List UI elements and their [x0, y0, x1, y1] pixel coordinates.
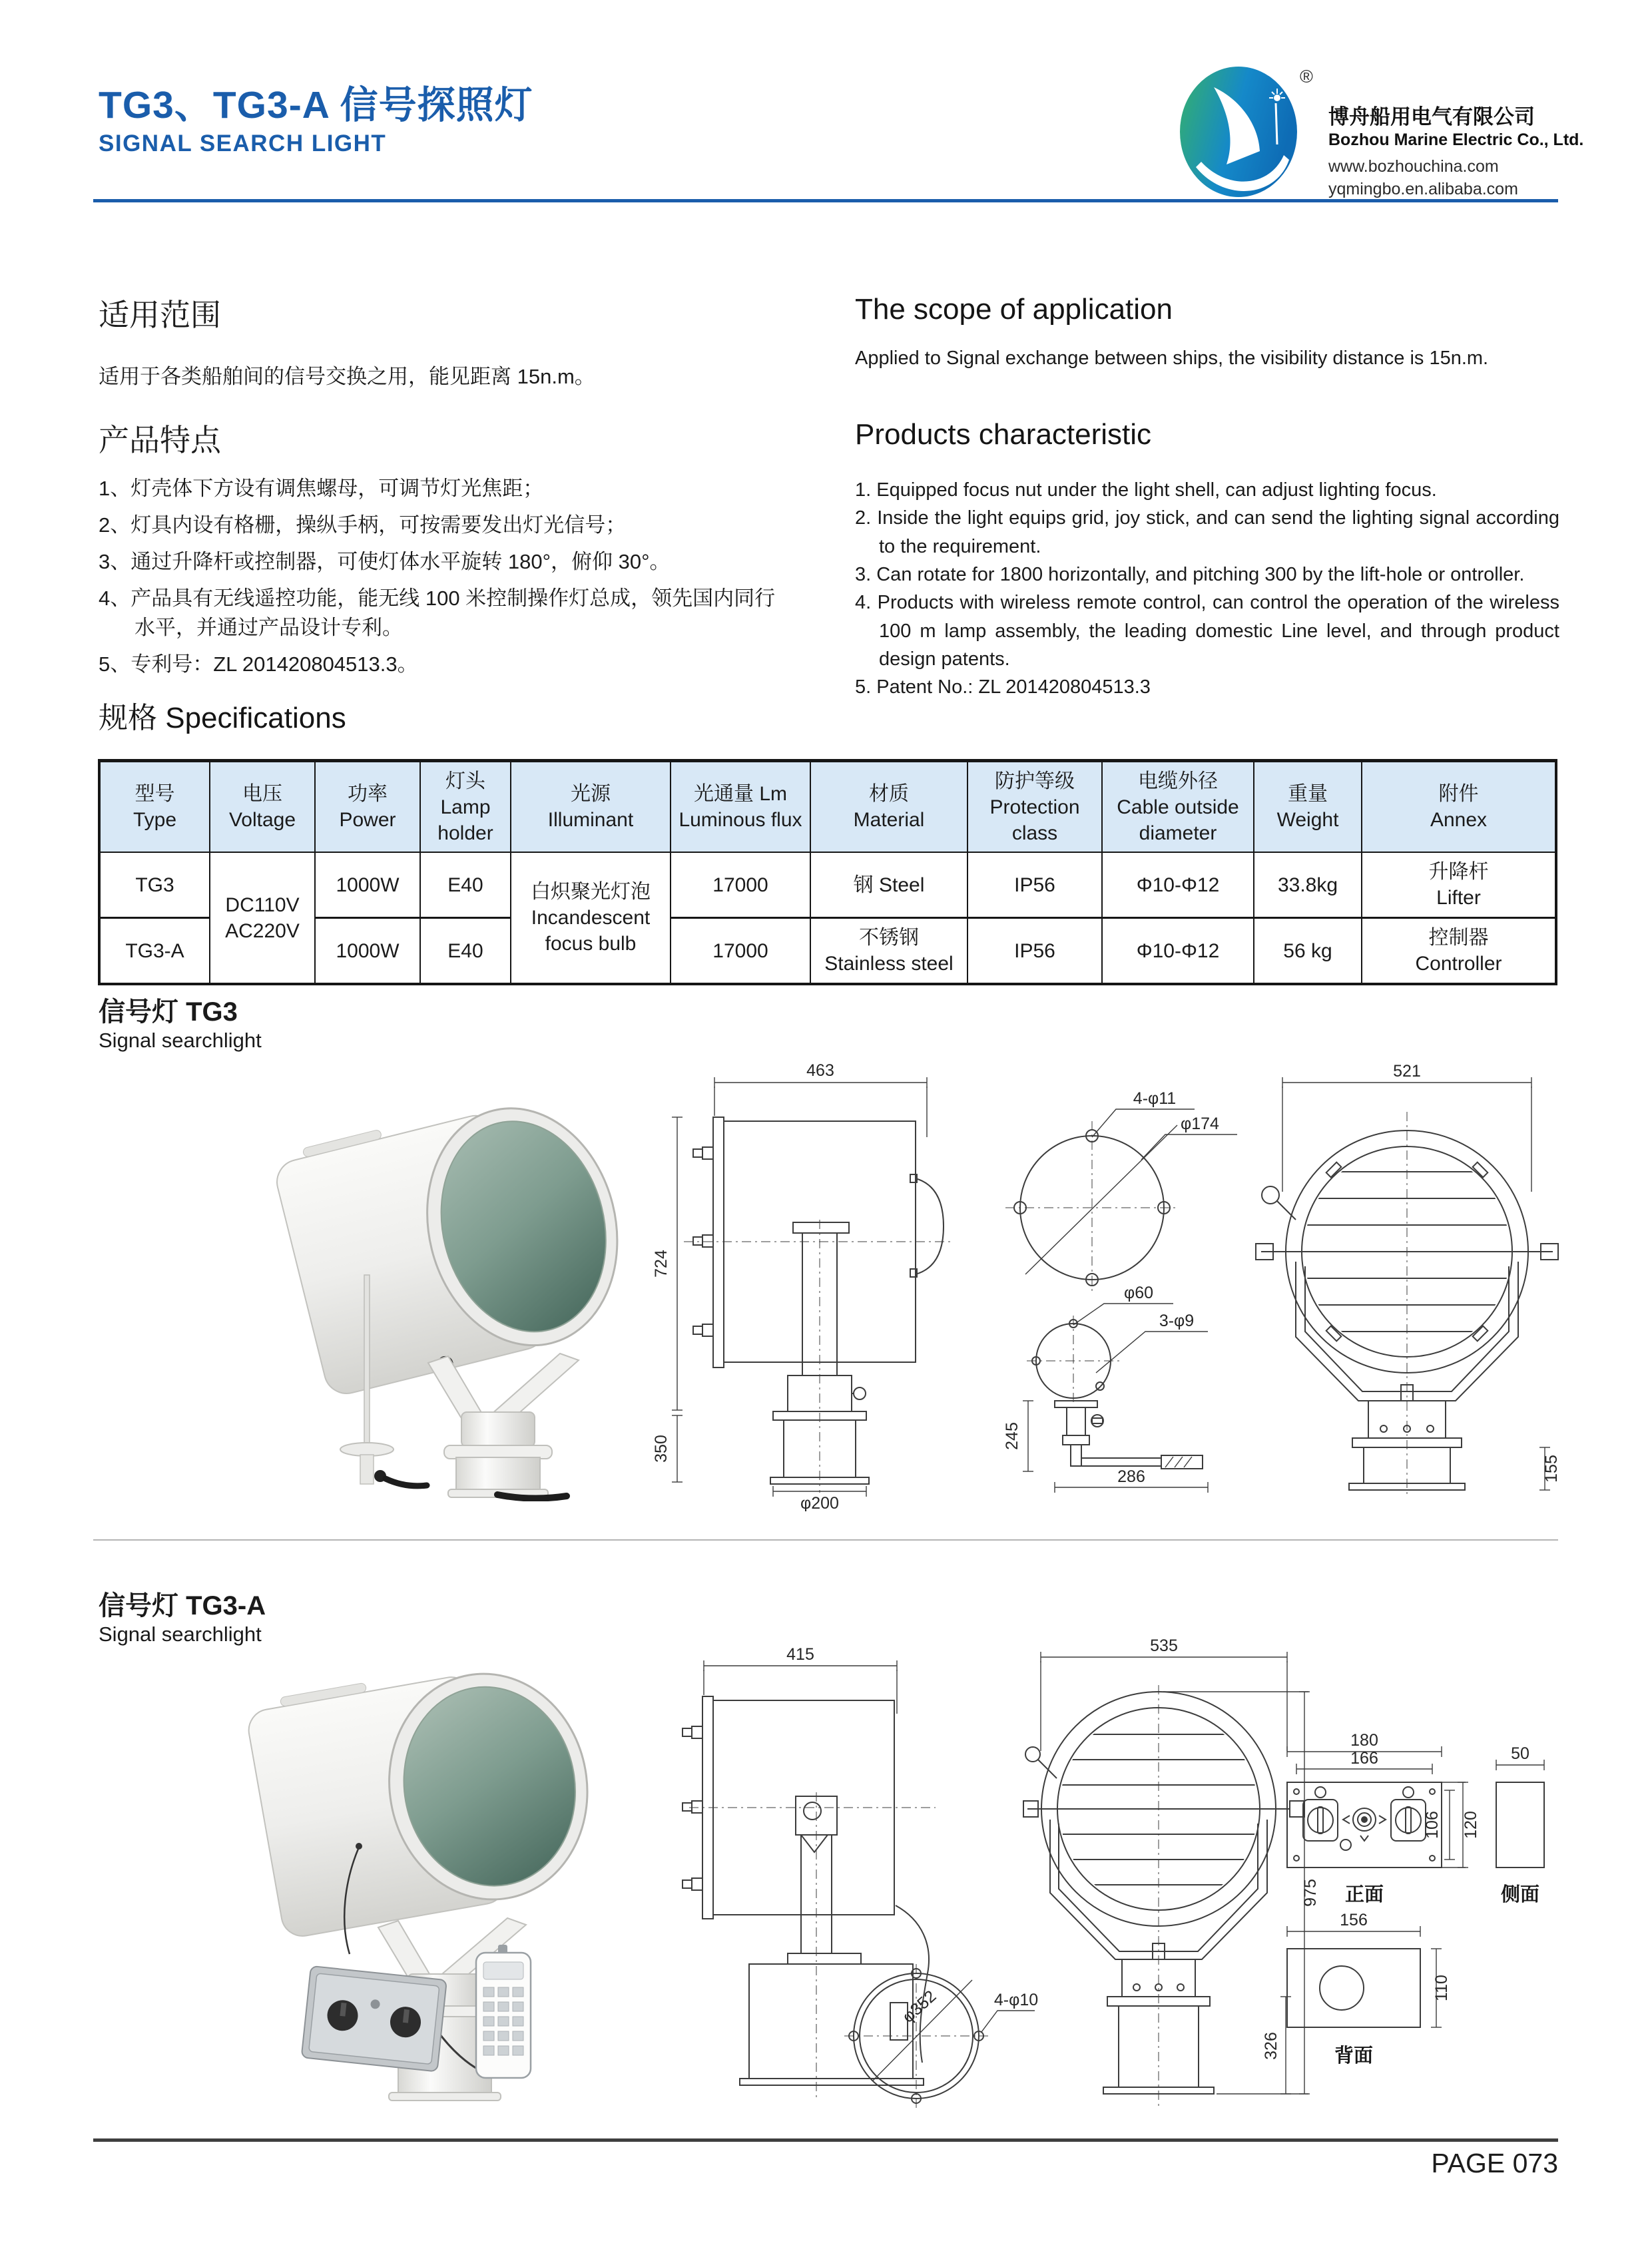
tg3a-section-subheading: Signal searchlight — [99, 1622, 262, 1646]
col-header-weight: 重量 Weight — [1254, 761, 1362, 853]
dim-label: 120 — [1462, 1811, 1480, 1839]
cell-flux: 17000 — [671, 918, 810, 985]
cell-protection: IP56 — [967, 852, 1102, 918]
dim-label: 286 — [1117, 1467, 1145, 1486]
dim-label: 155 — [1542, 1455, 1561, 1483]
dim-label: 535 — [1150, 1636, 1178, 1655]
feature-item-en: 3. Can rotate for 1800 horizontally, and pitching 300 by the lift-hole or ontroller. — [855, 563, 1525, 585]
scope-body-en: Applied to Signal exchange between ships, the visibility distance is 15n.m. — [855, 348, 1489, 369]
cell-weight: 33.8kg — [1254, 852, 1362, 918]
col-header-annex: 附件 Annex — [1362, 761, 1556, 853]
remote-control — [476, 1945, 531, 2078]
dim-label: 463 — [806, 1061, 834, 1080]
tg3-front-drawing — [1244, 1052, 1570, 1511]
cell-material: 不锈钢 Stainless steel — [810, 918, 967, 985]
dim-label: φ352 — [898, 1987, 940, 2027]
col-header-illuminant: 光源 Illuminant — [511, 761, 671, 853]
sailboat-logo-icon — [1177, 63, 1304, 200]
cell-type: TG3 — [99, 852, 210, 918]
cell-annex: 控制器 Controller — [1362, 918, 1556, 985]
panel-front-label: 正面 — [1344, 1884, 1384, 1905]
feature-item-en: 4. Products with wireless remote control, can control the operation of the wireless 100 m lamp assembly, the leading domestic Line level, and through product design patents. — [855, 592, 1559, 670]
dim-label: 106 — [1423, 1811, 1442, 1839]
scope-heading-en: The scope of application — [855, 293, 1173, 326]
company-website: www.bozhouchina.com — [1328, 157, 1499, 176]
col-header-lamp-holder: 灯头 Lamp holder — [420, 761, 511, 853]
dim-label: 326 — [1262, 2032, 1280, 2060]
panel-side-label: 侧面 — [1500, 1884, 1540, 1905]
feature-item-cn: 5、专利号：ZL 201420804513.3。 — [99, 652, 418, 676]
dim-label: 521 — [1393, 1062, 1421, 1081]
page-subtitle: SIGNAL SEARCH LIGHT — [99, 130, 387, 156]
tg3-section-heading: 信号灯 TG3 — [99, 997, 238, 1027]
tg3a-controller-drawing — [1262, 1708, 1578, 2081]
cell-cable: Φ10-Φ12 — [1102, 918, 1254, 985]
dim-label: 3-φ9 — [1159, 1312, 1195, 1330]
tg3a-photo — [113, 1641, 646, 2111]
cell-flux: 17000 — [671, 852, 810, 918]
col-header-power: 功率 Power — [315, 761, 420, 853]
cell-lamp: E40 — [420, 918, 511, 985]
scope-body-cn: 适用于各类船舶间的信号交换之用，能见距离 15n.m。 — [99, 365, 595, 388]
company-name-en: Bozhou Marine Electric Co., Ltd. — [1328, 130, 1584, 149]
dim-label: 4-φ11 — [1133, 1089, 1177, 1108]
cell-weight: 56 kg — [1254, 918, 1362, 985]
dim-label: 166 — [1350, 1749, 1378, 1768]
company-name-cn: 博舟船用电气有限公司 — [1328, 105, 1535, 128]
dim-label: 4-φ10 — [993, 1991, 1039, 2009]
tg3a-section-heading: 信号灯 TG3-A — [99, 1591, 266, 1620]
tg3a-flange-circle-drawing — [838, 1949, 1051, 2122]
dim-label: 156 — [1340, 1911, 1368, 1929]
features-heading-cn: 产品特点 — [99, 423, 221, 457]
cell-type: TG3-A — [99, 918, 210, 985]
feature-item-en: 5. Patent No.: ZL 201420804513.3 — [855, 676, 1151, 698]
panel-back-label: 背面 — [1334, 2045, 1374, 2067]
header-divider — [93, 199, 1558, 202]
features-list-cn — [99, 474, 778, 686]
dim-label: φ174 — [1181, 1115, 1219, 1133]
tg3-side-drawing — [636, 1052, 969, 1511]
tg3-section-subheading: Signal searchlight — [99, 1029, 262, 1052]
feature-item-cn: 1、灯壳体下方设有调焦螺母，可调节灯光焦距； — [99, 477, 544, 500]
features-list-en — [855, 476, 1559, 702]
col-header-protection-class: 防护等级 Protection class — [967, 761, 1102, 853]
page-title: TG3、TG3-A 信号探照灯 — [99, 84, 533, 126]
col-header-luminous-flux: 光通量 Lm Luminous flux — [671, 761, 810, 853]
specs-table — [98, 759, 1557, 985]
specs-row-tg3a — [99, 918, 1556, 985]
cell-illuminant: 白炽聚光灯泡 Incandescent focus bulb — [511, 852, 671, 984]
feature-item-cn: 4、产品具有无线遥控功能，能无线 100 米控制操作灯总成，领先国内同行水平，并通过产品设计专利。 — [99, 587, 776, 640]
control-panel — [302, 1966, 447, 2072]
section-divider — [93, 1539, 1558, 1541]
scope-heading-cn: 适用范围 — [99, 298, 221, 332]
cell-lamp: E40 — [420, 852, 511, 918]
feature-item-en: 1. Equipped focus nut under the light shell, can adjust lighting focus. — [855, 479, 1437, 501]
dim-label: 180 — [1350, 1731, 1378, 1750]
cell-power: 1000W — [315, 918, 420, 985]
col-header-material: 材质 Material — [810, 761, 967, 853]
page-number: PAGE 073 — [1431, 2148, 1558, 2178]
feature-item-en: 2. Inside the light equips grid, joy stick, and can send the lighting signal according to the requirement. — [855, 507, 1559, 557]
col-header-cable-diameter: 电缆外径 Cable outside diameter — [1102, 761, 1254, 853]
footer-divider — [93, 2138, 1558, 2142]
col-header-type: 型号 Type — [99, 761, 210, 853]
dim-label: 110 — [1432, 1975, 1451, 2001]
dim-label: φ60 — [1123, 1284, 1154, 1302]
feature-item-cn: 3、通过升降杆或控制器，可使灯体水平旋转 180°，俯仰 30°。 — [99, 550, 671, 574]
feature-item-cn: 2、灯具内设有格栅，操纵手柄，可按需要发出灯光信号； — [99, 513, 627, 537]
dim-label: φ200 — [800, 1494, 839, 1511]
dim-label: 50 — [1511, 1744, 1529, 1763]
tg3-photo — [196, 1055, 633, 1501]
dim-label: 350 — [652, 1435, 671, 1463]
cell-voltage: DC110V AC220V — [210, 852, 315, 984]
dim-label: 415 — [786, 1645, 814, 1664]
dim-label: 724 — [652, 1250, 671, 1278]
registered-mark: ® — [1300, 67, 1313, 87]
cell-protection: IP56 — [967, 918, 1102, 985]
specs-heading: 规格 Specifications — [99, 702, 346, 734]
specs-row-tg3 — [99, 852, 1556, 918]
dim-label: 975 — [1301, 1879, 1320, 1907]
dim-label: 245 — [1003, 1422, 1021, 1450]
features-heading-en: Products characteristic — [855, 418, 1152, 451]
col-header-voltage: 电压 Voltage — [210, 761, 315, 853]
tg3-mounting-circles-drawing — [973, 1060, 1246, 1496]
company-alibaba-site: yqmingbo.en.alibaba.com — [1328, 180, 1518, 198]
specs-header-row — [99, 761, 1556, 853]
cell-material: 钢 Steel — [810, 852, 967, 918]
cell-cable: Φ10-Φ12 — [1102, 852, 1254, 918]
cell-annex: 升降杆 Lifter — [1362, 852, 1556, 918]
cell-power: 1000W — [315, 852, 420, 918]
